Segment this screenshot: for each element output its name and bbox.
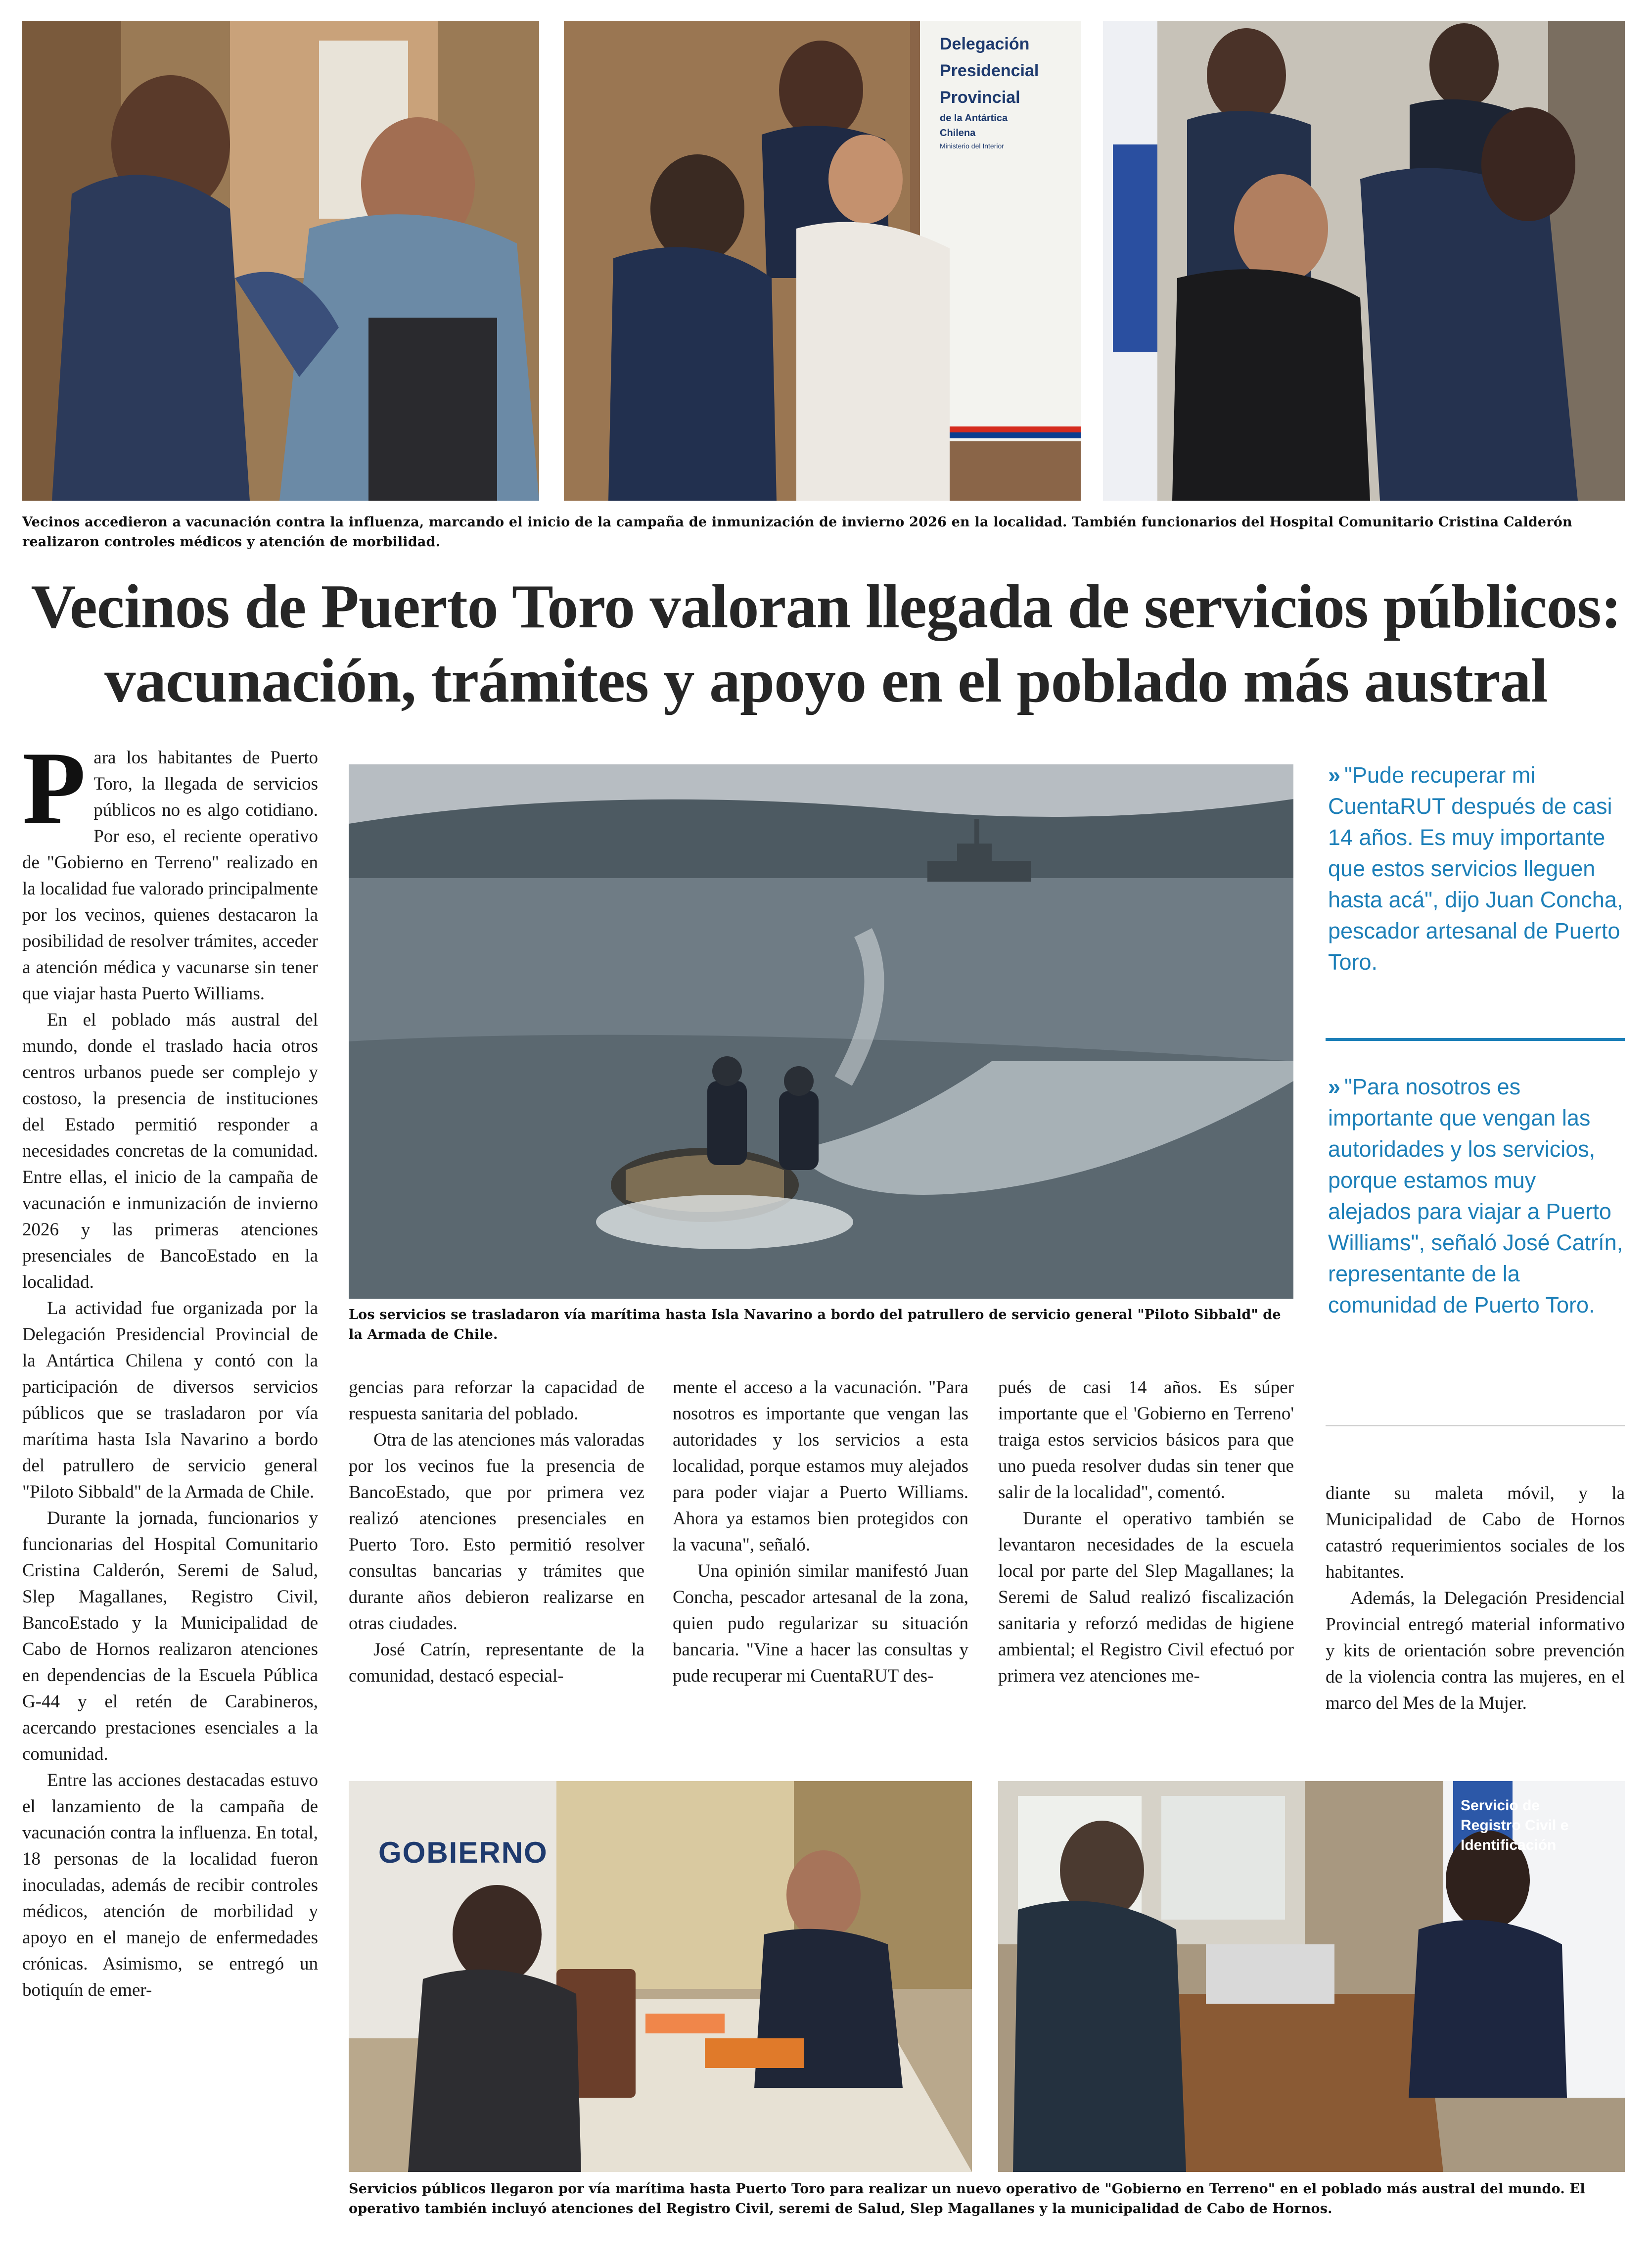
banner-registro-line3: Identificación	[1461, 1837, 1557, 1853]
article-col2-p1: gencias para reforzar la capacidad de respuesta sanitaria del poblado.	[349, 1377, 644, 1424]
banner-delegacion-line6: Ministerio del Interior	[940, 142, 1004, 150]
quote-1-text: "Pude recuperar mi CuentaRUT después de casi 14 años. Es muy importante que estos servicios lleguen hasta acá", dijo Juan Concha, pescador artesanal de Puerto Toro.	[1328, 762, 1623, 975]
dropcap: P	[22, 731, 86, 846]
banner-gobierno-text: GOBIERNO	[378, 1836, 548, 1869]
article-col1-p5: Entre las acciones destacadas estuvo el lanzamiento de la campaña de vacunación contra la influenza. En total, 18 personas de la localidad fueron inoculadas, además de recibir controles médicos, atención de morbilidad y apoyo en el manejo de enfermedades crónicas. Asimismo, se entregó un botiquín de emer-	[22, 1770, 318, 2000]
quote-divider	[1326, 1038, 1625, 1041]
banner-registro-line1: Servicio de	[1461, 1797, 1540, 1814]
banner-delegacion-line1: Delegación	[940, 35, 1030, 53]
photo-bancoestado-table	[349, 1781, 972, 2172]
article-col1-p4: Durante la jornada, funcionarios y funcionarias del Hospital Comunitario Cristina Calderón, Seremi de Salud, Slep Magallanes, Registro Civil, BancoEstado y la Municipalidad de Cabo de Hornos realizaron atenciones en dependencias de la Escuela Pública G-44 y el retén de Carabineros, acercando prestaciones esenciales a la comunidad.	[22, 1508, 318, 1764]
pull-quote-juan-concha	[1328, 759, 1625, 978]
banner-delegacion-line4: de la Antártica	[940, 113, 1008, 124]
photo-vaccination-banner	[564, 21, 1081, 501]
photo-vaccination-young-man	[1103, 21, 1625, 501]
article-col2-p3: José Catrín, representante de la comunidad, destacó especial-	[349, 1640, 644, 1686]
photo-registro-civil	[998, 1781, 1625, 2172]
article-col1-p1: ara los habitantes de Puerto Toro, la llegada de servicios públicos no es algo cotidiano. Por eso, el reciente operativo de "Gobierno en Terreno" realizado en la localidad fue valorado principalmente por los vecinos, quienes destacaron la posibilidad de resolver trámites, acceder a atención médica y vacunarse sin tener que viajar hasta Puerto Williams.	[22, 748, 318, 1004]
banner-delegacion-line3: Provincial	[940, 88, 1020, 107]
photo-boat-patrol	[349, 764, 1293, 1299]
headline-line1: Vecinos de Puerto Toro valoran llegada de servicios públicos:	[31, 572, 1621, 641]
article-col4-p2: Durante el operativo también se levantaron necesidades de la escuela local por parte del Slep Magallanes; la Seremi de Salud realizó fiscalización sanitaria y reforzó medidas de higiene ambiental; el Registro Civil efectuó por primera vez atenciones me-	[998, 1508, 1294, 1686]
article-column-2	[349, 1374, 644, 1689]
article-col1-p2: En el poblado más austral del mundo, donde el traslado hacia otros centros urbanos puede ser complejo y costoso, la presencia de instituciones del Estado permitió responder a necesidades concretas de la comunidad. Entre ellas, el inicio de la campaña de vacunación e inmunización de invierno 2026 y las primeras atenciones presenciales de BancoEstado en la localidad.	[22, 1010, 318, 1292]
article-column-1	[22, 731, 318, 2003]
caption-boat-photo: Los servicios se trasladaron vía marítima hasta Isla Navarino a bordo del patrullero de servicio general "Piloto Sibbald" de la Armada de Chile.	[349, 1307, 1281, 1342]
article-column-4	[998, 1374, 1294, 1689]
pull-quote-jose-catrin	[1328, 1071, 1625, 1320]
quote-arrow-icon-2: »	[1328, 1074, 1338, 1099]
article-col5-p1: diante su maleta móvil, y la Municipalidad de Cabo de Hornos catastró requerimientos sociales de los habitantes.	[1326, 1483, 1625, 1582]
quote-2-text: "Para nosotros es importante que vengan las autoridades y los servicios, porque estamos muy alejados para viajar a Puerto Williams", señaló José Catrín, representante de la comunidad de Puerto Toro.	[1328, 1074, 1623, 1317]
headline-line2: vacunación, trámites y apoyo en el poblado más austral	[104, 647, 1548, 715]
photo-vaccination-resident	[22, 21, 539, 501]
banner-delegacion-line5: Chilena	[940, 128, 976, 139]
article-col3-p2: Una opinión similar manifestó Juan Concha, pescador artesanal de la zona, quien pudo regularizar su situación bancaria. "Vine a hacer las consultas y pude recuperar mi CuentaRUT des-	[673, 1561, 968, 1686]
banner-delegacion-line2: Presidencial	[940, 61, 1039, 80]
article-col4-p1: pués de casi 14 años. Es súper importante que el 'Gobierno en Terreno' traiga estos servicios básicos para que uno pueda resolver dudas sin tener que salir de la localidad", comentó.	[998, 1377, 1294, 1503]
article-column-3	[673, 1374, 968, 1689]
article-column-5	[1326, 1480, 1625, 1716]
caption-bottom-photos: Servicios públicos llegaron por vía marítima hasta Puerto Toro para realizar un nuevo operativo de "Gobierno en Terreno" en el poblado más austral del mundo. El operativo también incluyó atenciones del Registro Civil, seremi de Salud, Slep Magallanes y la municipalidad de Cabo de Hornos.	[349, 2181, 1585, 2216]
quote-arrow-icon: »	[1328, 762, 1338, 788]
banner-registro-line2: Registro Civil e	[1461, 1817, 1569, 1834]
article-col3-p1: mente el acceso a la vacunación. "Para nosotros es importante que vengan las autoridades y los servicios a esta localidad, porque estamos muy alejados para poder viajar a Puerto Williams. Ahora ya estamos bien protegidos con la vacuna", señaló.	[673, 1377, 968, 1555]
article-col5-p2: Además, la Delegación Presidencial Provincial entregó material informativo y kits de orientación sobre prevención de la violencia contra las mujeres, en el marco del Mes de la Mujer.	[1326, 1588, 1625, 1713]
caption-top-photos: Vecinos accedieron a vacunación contra la influenza, marcando el inicio de la campaña de inmunización de invierno 2026 en la localidad. También funcionarios del Hospital Comunitario Cristina Calderón realizaron controles médicos y atención de morbilidad.	[22, 515, 1572, 550]
sidebar-bottom-rule	[1326, 1425, 1625, 1426]
article-col1-p3: La actividad fue organizada por la Delegación Presidencial Provincial de la Antártica Chilena y contó con la participación de diversos servicios públicos que se trasladaron por vía marítima hasta Isla Navarino a bordo del patrullero de servicio general "Piloto Sibbald" de la Armada de Chile.	[22, 1298, 318, 1502]
article-col2-p2: Otra de las atenciones más valoradas por los vecinos fue la presencia de BancoEstado, que por primera vez realizó atenciones presenciales en Puerto Toro. Esto permitió resolver consultas bancarias y trámites que durante años debieron realizarse en otras ciudades.	[349, 1430, 644, 1634]
